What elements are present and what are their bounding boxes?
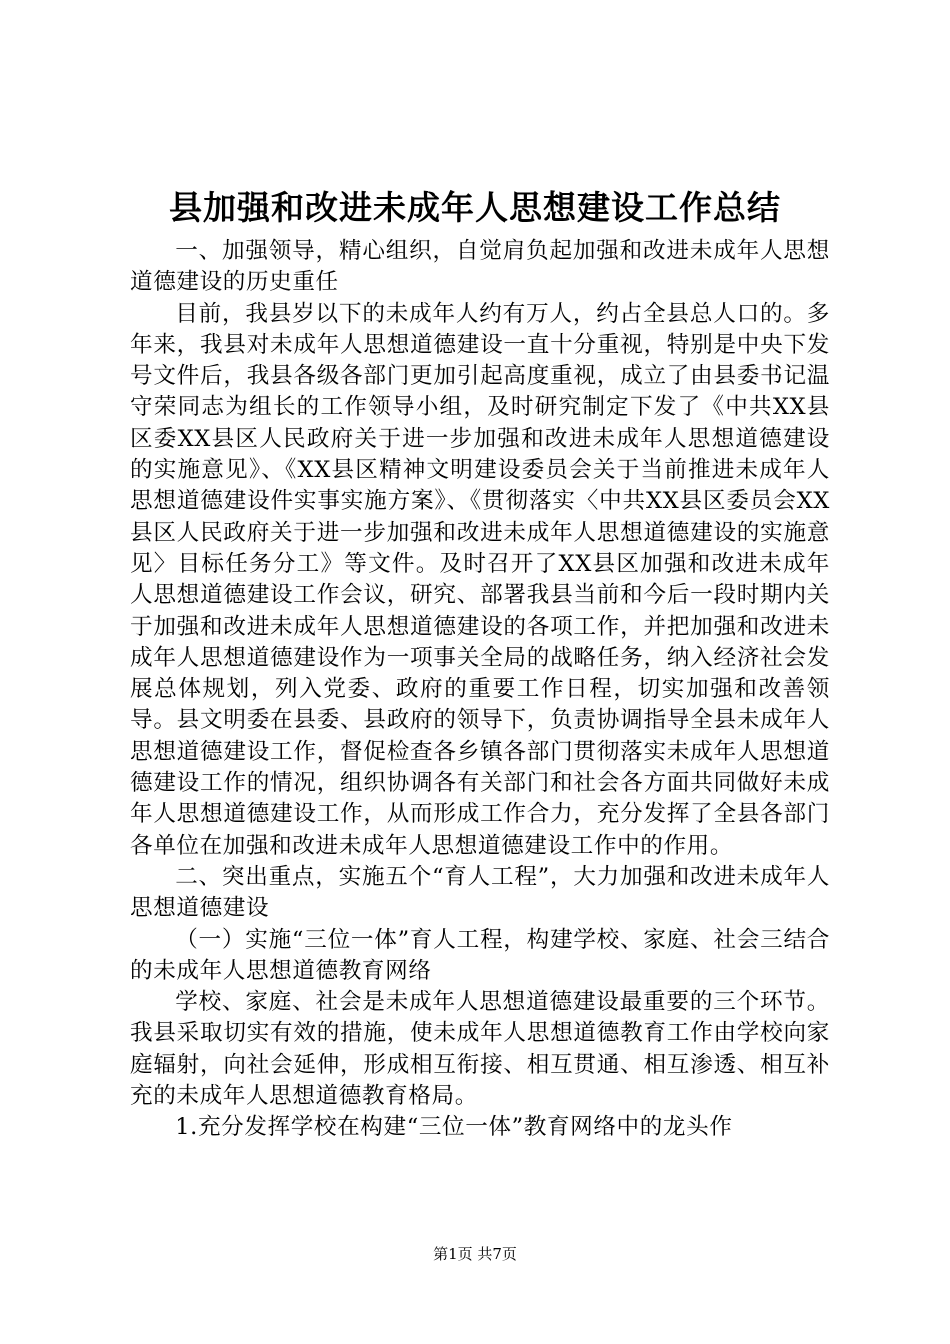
paragraph-section-one-body: 目前，我县岁以下的未成年人约有万人，约占全县总人口的。多年来，我县对未成年人思想道德建设一直十分重视，特别是中央下发号文件后，我县各级各部门更加引起高度重视，成立了由县委书记温守荣同志为组长的工作领导小组，及时研究制定下发了《中共XX县区委XX县区人民政府关于进一步加强和改进未成年人思想道德建设的实施意见》、《XX县区精神文明建设委员会关于当前推进未成年人思想道德建设件实事实施方案》、《贯彻落实〈中共XX县区委员会XX县区人民政府关于进一步加强和改进未成年人思想道德建设的实施意见〉目标任务分工》等文件。及时召开了XX县区加强和改进未成年人思想道德建设工作会议，研究、部署我县当前和今后一段时期内关于加强和改进未成年人思想道德建设的各项工作，并把加强和改进未成年人思想道德建设作为一项事关全局的战略任务，纳入经济社会发展总体规划，列入党委、政府的重要工作日程，切实加强和改善领导。县文明委在县委、县政府的领导下，负责协调指导全县未成年人思想道德建设工作，督促检查各乡镇各部门贯彻落实未成年人思想道德建设工作的情况，组织协调各有关部门和社会各方面共同做好未成年人思想道德建设工作，从而形成工作合力，充分发挥了全县各部门各单位在加强和改进未成年人思想道德建设工作中的作用。 (130, 300, 830, 859)
paragraph-section-two-heading: 二、突出重点，实施五个“育人工程”，大力加强和改进未成年人思想道德建设 (130, 863, 830, 922)
document-title: 县加强和改进未成年人思想建设工作总结 (169, 188, 781, 227)
paragraph-section-one-heading: 一、加强领导，精心组织，自觉肩负起加强和改进未成年人思想道德建设的历史重任 (130, 238, 830, 296)
document-body (130, 236, 830, 1144)
paragraph-item-one: 1.充分发挥学校在构建“三位一体”教育网络中的龙头作 (175, 1114, 733, 1141)
paragraph-subsection-one-body: 学校、家庭、社会是未成年人思想道德建设最重要的三个环节。我县采取切实有效的措施，使未成年人思想道德教育工作由学校向家庭辐射，向社会延伸，形成相互衔接、相互贯通、相互渗透、相互补充的未成年人思想道德教育格局。 (130, 989, 830, 1110)
paragraph-subsection-one-heading: （一）实施“三位一体”育人工程，构建学校、家庭、社会三结合的未成年人思想道德教育网络 (130, 926, 830, 984)
page-footer: 第1页 共7页 (433, 1245, 517, 1263)
